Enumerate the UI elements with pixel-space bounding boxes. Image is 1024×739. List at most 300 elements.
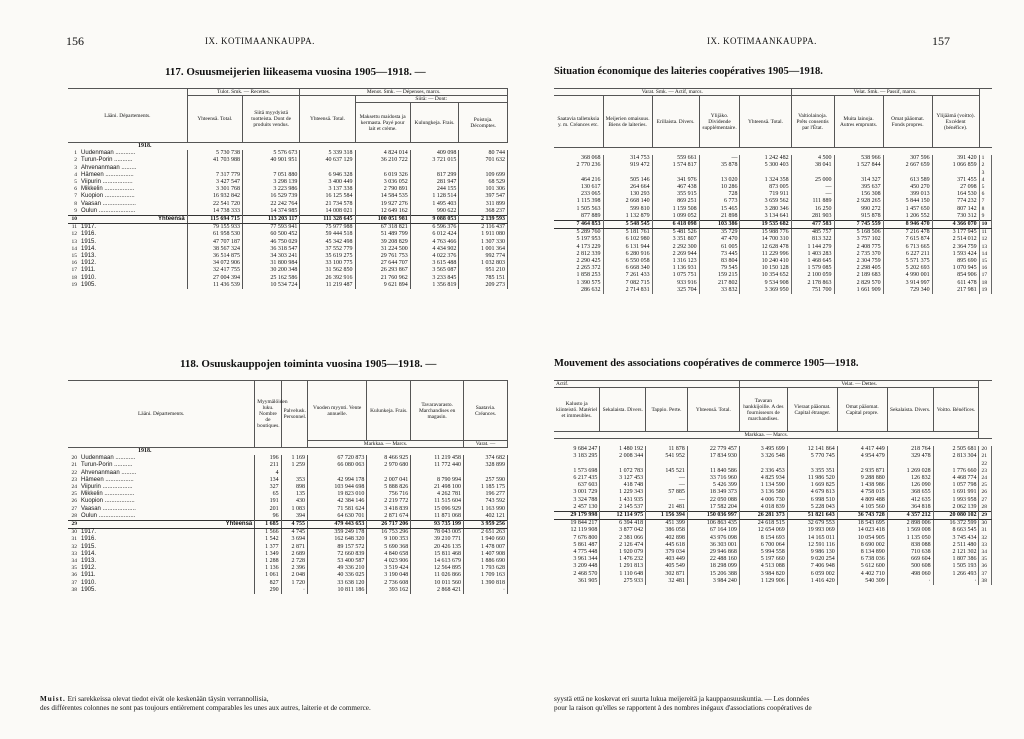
table-cell: 38 — [71, 586, 77, 593]
table-cell: 40 336 025 — [308, 572, 367, 579]
table-cell: 386 058 — [646, 527, 688, 534]
table-cell: 35 619 275 — [300, 253, 355, 260]
table-cell: 15 988 776 — [740, 229, 791, 237]
table-cell: 1 480 192 — [600, 446, 646, 453]
table-cell: 8 — [74, 200, 78, 207]
table-cell: 729 340 — [883, 287, 932, 294]
table-cell: 10 150 128 — [740, 265, 791, 272]
table-cell: 1 316 123 — [652, 258, 699, 265]
table-cell: 16 250 — [791, 206, 834, 213]
table-cell: 12 564 895 — [411, 565, 464, 572]
table-cell: 16 — [979, 265, 991, 272]
table-cell: 17 582 204 — [687, 504, 739, 512]
table-cell: 196 277 — [464, 491, 508, 498]
page-number-left: 156 — [66, 34, 84, 48]
table-cell: 35 878 — [699, 162, 740, 169]
table-cell: 211 — [255, 462, 281, 469]
table-cell: 3 223 986 — [242, 186, 299, 193]
table-cell: 1 129 906 — [739, 578, 787, 585]
table-cell: 3 177 945 — [932, 229, 979, 237]
table-cell: 1 390 818 — [464, 580, 508, 587]
table-cell: 201 — [255, 506, 281, 513]
year-row — [554, 287, 992, 294]
table-cell: 32 679 553 — [787, 520, 837, 528]
table-cell: Ahvenanmaan ......... — [79, 470, 255, 477]
table-cell: 637 603 — [554, 482, 600, 489]
table-row — [554, 198, 992, 205]
table-cell: 1 070 945 — [932, 265, 979, 272]
table-cell: 47 707 187 — [187, 239, 242, 246]
group-liabilities: Velat. Smk. — Passif, marcs. — [791, 89, 979, 96]
table-cell: 36 — [979, 563, 992, 570]
table-cell: 2 468 570 — [554, 571, 600, 578]
table-cell: 32 481 — [646, 578, 688, 585]
table-cell: 599 810 — [603, 206, 652, 213]
table-cell: 728 — [699, 191, 740, 198]
table-cell: 1 206 552 — [883, 213, 932, 221]
table-cell: 15 — [71, 253, 78, 260]
table-row — [68, 513, 508, 521]
table-cell: 64 630 701 — [308, 513, 367, 521]
table-cell: 4 990 001 — [883, 272, 932, 279]
table-row — [554, 475, 992, 482]
table-cell: 990 622 — [410, 208, 459, 216]
table-cell: 25 — [979, 482, 992, 489]
table-cell: 5 994 558 — [739, 549, 787, 556]
table-row — [68, 157, 508, 164]
col-dividend: Ylijäko. Dividende supplémentaire. — [699, 96, 740, 148]
table-cell: 8 663 545 — [933, 527, 979, 534]
table-cell — [787, 461, 837, 468]
table-cell: 26 717 206 — [367, 521, 411, 529]
table-cell: 28 — [979, 504, 992, 512]
table-cell: 1 476 232 — [600, 556, 646, 563]
table-cell: 5 571 375 — [883, 258, 932, 265]
footnote-label: Muist. — [40, 695, 66, 703]
col-receivables: Saatavia talletuksia y. m. Créances etc. — [554, 96, 603, 148]
table-cell: 1914. — [79, 246, 187, 253]
table-cell: 22 488 160 — [687, 556, 739, 563]
table-cell: 7 051 880 — [242, 172, 299, 179]
table-cell: 1917. — [79, 224, 187, 232]
table-cell: 3 418 839 — [367, 506, 411, 513]
table-cell: 1 — [74, 150, 78, 157]
table-cell: 1 136 931 — [652, 265, 699, 272]
year-row — [554, 535, 992, 542]
table-cell: 1 793 628 — [464, 565, 508, 572]
table-cell: 20 080 102 — [933, 512, 979, 520]
table-cell: 3 757 102 — [834, 236, 883, 243]
table-cell: 47 470 — [699, 236, 740, 243]
table-cell: 10 354 652 — [740, 272, 791, 279]
table-cell: 26 293 867 — [355, 267, 410, 274]
table-cell: 72 660 839 — [308, 551, 367, 558]
table-cell: Oulun ...................... — [79, 208, 187, 216]
table-cell: 355 915 — [652, 191, 699, 198]
table-cell: 145 521 — [646, 468, 688, 475]
table-cell: 743 592 — [464, 498, 508, 505]
table-row — [68, 150, 508, 157]
table-cell: 328 899 — [464, 462, 508, 469]
table-cell: 1 574 817 — [652, 162, 699, 169]
table-cell: 5 730 738 — [187, 150, 242, 157]
table-cell: 34 — [979, 549, 992, 556]
table-cell: 19 — [979, 287, 991, 294]
table-cell: 79 155 933 — [187, 224, 242, 232]
table-cell: 6 131 944 — [603, 244, 652, 251]
table-cell: 126 832 — [887, 475, 933, 482]
table-cell: 2 735 370 — [834, 251, 883, 258]
table-cell: 11 986 520 — [787, 475, 837, 482]
table-cell: 6 019 326 — [355, 172, 410, 179]
table-cell: 29 — [979, 512, 992, 520]
table-cell: 32 — [71, 543, 77, 550]
year-row — [68, 551, 508, 558]
table-cell: 20 — [71, 455, 77, 462]
table-cell: 1 920 079 — [600, 549, 646, 556]
table-cell: 3 984 820 — [739, 571, 787, 578]
col-other-loans: Muita lainoja. Autres emprunts. — [834, 96, 883, 148]
table-cell: 1 075 751 — [652, 272, 699, 279]
col-total-expenses: Yhteensä. Total. — [300, 96, 355, 143]
table-cell: 1 495 403 — [410, 201, 459, 208]
col-shops: Myymälöiden luku. Nombre de boutiques. — [255, 381, 281, 448]
year-row — [68, 260, 508, 267]
table-row — [68, 470, 508, 477]
table-cell: · — [887, 578, 933, 585]
table-cell: 49 336 210 — [308, 565, 367, 572]
table-cell: 1 144 279 — [791, 244, 834, 251]
table-cell — [834, 170, 883, 177]
table-cell: 6 418 098 — [652, 221, 699, 229]
table-cell: 5 426 399 — [687, 482, 739, 489]
table-cell: 430 — [281, 498, 307, 505]
group-of-which: Siitä: — Dont: — [355, 96, 507, 103]
table-cell: 2 790 891 — [355, 186, 410, 193]
table-cell: 412 635 — [887, 497, 933, 504]
table-cell: 2 871 674 — [367, 513, 411, 521]
table-cell: 14 584 535 — [355, 193, 410, 200]
table-cell: 42 384 146 — [308, 498, 367, 505]
year-row — [554, 244, 992, 251]
table-cell — [459, 165, 508, 172]
line-no-col — [979, 89, 991, 148]
table-cell: 9 288 880 — [837, 475, 887, 482]
table-row — [68, 172, 508, 179]
table-cell: 12 119 908 — [554, 527, 600, 534]
table-cell: 2 928 265 — [834, 198, 883, 205]
table-cell: 22 779 457 — [687, 446, 739, 453]
table-cell — [554, 170, 603, 177]
table-118-left — [68, 380, 508, 594]
running-head-right: IX. KOTIMAANKAUPPA. — [707, 36, 817, 46]
table-cell: 12 649 162 — [355, 208, 410, 216]
table-cell: 217 981 — [932, 287, 979, 294]
table-cell: 2 408 775 — [834, 244, 883, 251]
table-cell: 710 638 — [887, 549, 933, 556]
table-cell: 2 116 437 — [459, 224, 508, 232]
table-cell: 1 185 175 — [464, 484, 508, 491]
table-118-right — [554, 380, 992, 585]
table-cell: 11 878 — [646, 446, 688, 453]
table-cell: 22 — [71, 469, 77, 476]
footnote-left — [40, 695, 510, 712]
table-cell — [554, 461, 600, 468]
table-cell: 2 145 537 — [600, 504, 646, 512]
table-cell: 3 190 048 — [367, 572, 411, 579]
total-row — [68, 216, 508, 224]
table-cell — [242, 165, 299, 172]
table-cell: 1 940 660 — [464, 536, 508, 543]
col-goods-stock: Tavaravarasto. Marchandises en magasin. — [411, 381, 464, 441]
table-cell: 21 760 962 — [355, 275, 410, 282]
table-cell: 701 632 — [459, 157, 508, 164]
table-cell: 919 472 — [603, 162, 652, 169]
table-cell — [603, 170, 652, 177]
table-cell: 16 529 739 — [242, 193, 299, 200]
table-117-right — [554, 88, 992, 294]
table-cell: Hämeen ................. — [79, 477, 255, 484]
table-cell: 2 812 339 — [554, 251, 603, 258]
table-cell: 16 932 842 — [187, 193, 242, 200]
table-cell: Viipurin .................. — [79, 179, 187, 186]
table-cell: — — [791, 191, 834, 198]
table-row — [554, 482, 992, 489]
table-cell: 3 326 548 — [739, 453, 787, 460]
table-cell: 1912. — [79, 565, 255, 572]
total-row — [554, 512, 992, 520]
table-cell: Turun-Porin ........... — [79, 462, 255, 469]
group-assets: Varat. Smk. — Actif, marcs. — [554, 89, 791, 96]
table-cell: 445 618 — [646, 542, 688, 549]
table-cell: 467 438 — [652, 184, 699, 191]
table-cell: 393 162 — [367, 587, 411, 594]
table-cell: 613 589 — [883, 177, 932, 184]
table-cell: 7 406 948 — [787, 563, 837, 570]
spacer — [554, 439, 992, 447]
table-cell: 2 139 593 — [459, 216, 508, 224]
table-cell: 281 947 — [410, 179, 459, 186]
table-cell: 1 390 575 — [554, 280, 603, 287]
table-cell: 5 197 953 — [554, 236, 603, 243]
table-cell: 19 823 010 — [308, 491, 367, 498]
table-cell: 2 871 — [281, 544, 307, 551]
col-products-sold: Siitä myydyistä tuotteista. Dont de produits vendus. — [242, 96, 299, 143]
col-dairy-assets: Meijerien omaisuus. Biens de laiteries. — [603, 96, 652, 148]
table-cell: 8 690 002 — [837, 542, 887, 549]
table-row — [68, 477, 508, 484]
table-cell: 20 — [979, 446, 992, 453]
table-row — [554, 461, 992, 468]
year-row — [68, 224, 508, 232]
table-cell: 17 — [979, 272, 991, 279]
table-cell: 15 465 — [699, 206, 740, 213]
table-cell: 31 — [979, 527, 992, 534]
table-cell: 368 655 — [887, 489, 933, 496]
table-cell: Mikkelin .................. — [79, 186, 187, 193]
table-row — [554, 497, 992, 504]
col-total-receipts: Yhteensä. Total. — [187, 96, 242, 143]
col-receivables: Saatavia. Créances. — [464, 381, 508, 441]
table-cell: 89 157 572 — [308, 544, 367, 551]
table-cell: 756 716 — [367, 491, 411, 498]
table-cell: 8 154 693 — [739, 535, 787, 542]
table-cell: 898 — [281, 484, 307, 491]
table-cell: — — [646, 497, 688, 504]
table-cell: 1 136 — [255, 565, 281, 572]
col-surplus: Ylijäämä (voitto). Excédent (bénéfice). — [932, 96, 979, 148]
table-cell: 4 679 813 — [787, 489, 837, 496]
table-cell: 36 743 728 — [837, 512, 887, 520]
table-cell: 51 489 799 — [355, 231, 410, 238]
table-cell: Kuopion .................. — [79, 498, 255, 505]
col-suppliers: Tavaran hankkijoille. A des fournisseurs de marchandises. — [739, 388, 787, 432]
year-row — [554, 280, 992, 287]
table-cell — [308, 470, 367, 477]
table-row — [554, 170, 992, 177]
table-cell: 11 — [979, 229, 991, 237]
spacer — [554, 148, 992, 156]
table-cell: 12 — [979, 236, 991, 243]
group-markkaa: Markkaa. — Marcs. — [308, 441, 464, 448]
table-cell: 1910. — [79, 275, 187, 282]
table-cell: 540 309 — [837, 578, 887, 585]
table-cell: 75 977 988 — [300, 224, 355, 232]
table-cell: 1905. — [79, 282, 187, 289]
table-cell: 669 604 — [887, 556, 933, 563]
table-cell: 418 748 — [600, 482, 646, 489]
table-cell: 3 369 950 — [740, 287, 791, 294]
table-cell: 402 121 — [464, 513, 508, 521]
table-cell: 371 455 — [932, 177, 979, 184]
col-foreign-capital: Vieraat pääomat. Capital étranger. — [787, 388, 837, 432]
table-cell: 1 349 — [255, 551, 281, 558]
table-cell: 1 242 482 — [740, 155, 791, 162]
table-cell: 79 545 — [699, 265, 740, 272]
table-cell: 83 804 — [699, 258, 740, 265]
footnote-right — [554, 695, 1024, 712]
table-cell: 1 720 — [281, 580, 307, 587]
table-cell: 27 — [979, 497, 992, 504]
table-cell: Mikkelin .................. — [79, 491, 255, 498]
table-cell: 290 — [255, 587, 281, 594]
group-markkaa: Markkaa. — Marcs. — [554, 432, 979, 439]
table-cell: 1 579 085 — [791, 265, 834, 272]
table-cell: 21 498 100 — [411, 484, 464, 491]
table-cell: 3 914 997 — [883, 280, 932, 287]
table-cell: 9 088 053 — [410, 216, 459, 224]
table-cell: 8 134 890 — [837, 549, 887, 556]
table-cell: 341 976 — [652, 177, 699, 184]
table-cell: 451 399 — [646, 520, 688, 528]
table-cell — [932, 170, 979, 177]
table-cell: 405 549 — [646, 563, 688, 570]
table-cell: 915 878 — [834, 213, 883, 221]
table-cell: 6 773 — [699, 198, 740, 205]
table-cell: 364 818 — [887, 504, 933, 512]
table-cell: 1 478 007 — [464, 544, 508, 551]
table-cell: 8 946 470 — [883, 221, 932, 229]
table-cell: 53 400 587 — [308, 558, 367, 565]
table-cell: 854 906 — [932, 272, 979, 279]
table-cell: 2 935 871 — [837, 468, 887, 475]
group-varat: Varat. — — [464, 441, 508, 448]
table-cell: 992 774 — [459, 253, 508, 260]
table-cell: 9 986 130 — [787, 549, 837, 556]
table-row — [554, 191, 992, 198]
table-cell: 25 000 — [791, 177, 834, 184]
table-cell: 111 328 645 — [300, 216, 355, 224]
col-separate: Sekalaista. Divers. — [600, 388, 646, 432]
table-cell: 1 569 008 — [887, 527, 933, 534]
table-cell — [600, 461, 646, 468]
table-cell: 3 745 434 — [933, 535, 979, 542]
table-cell: 3 136 580 — [739, 489, 787, 496]
table-cell: 30 — [979, 520, 992, 528]
table-cell: 314 753 — [603, 155, 652, 162]
table-row — [554, 155, 992, 162]
table-cell: 2 219 772 — [367, 498, 411, 505]
table-cell: 264 664 — [603, 184, 652, 191]
table-cell: 7 464 853 — [554, 221, 603, 229]
table-cell: 1 057 798 — [933, 482, 979, 489]
year-row — [68, 587, 508, 594]
total-row — [68, 521, 508, 529]
table-cell: 3 001 729 — [554, 489, 600, 496]
table-cell: 21 — [979, 453, 992, 460]
table-cell: 379 034 — [646, 549, 688, 556]
table-cell: 209 273 — [459, 282, 508, 289]
table-cell: 1 566 — [255, 529, 281, 537]
table-row — [554, 446, 992, 453]
table-cell: 14 — [71, 245, 78, 252]
table-cell: 135 — [281, 491, 307, 498]
table-cell: 22 541 720 — [187, 201, 242, 208]
year-row — [68, 565, 508, 572]
table-cell: 11 229 996 — [740, 251, 791, 258]
table-cell: 2 364 759 — [932, 244, 979, 251]
table-cell: 395 637 — [834, 184, 883, 191]
year-row — [554, 578, 992, 585]
table-cell: 7 — [74, 193, 78, 200]
table-cell: 26 281 373 — [739, 512, 787, 520]
table-cell: 2 651 263 — [464, 529, 508, 537]
table-cell: 4 105 560 — [837, 504, 887, 512]
table-cell: 559 661 — [652, 155, 699, 162]
table-cell: 327 — [255, 484, 281, 491]
table-cell: 6 012 424 — [410, 231, 459, 238]
group-passif: Velat. — Dettes. — [739, 381, 979, 388]
table-cell: 1 858 253 — [554, 272, 603, 279]
table-row — [68, 455, 508, 462]
table-cell: 22 — [979, 461, 992, 468]
table-cell: 31 800 984 — [242, 260, 299, 267]
table-cell: 196 — [255, 455, 281, 462]
table-cell: 150 036 997 — [687, 512, 739, 520]
table-cell: — — [646, 475, 688, 482]
table-cell: 1 128 514 — [410, 193, 459, 200]
table-cell: Uudenmaan ............ — [79, 150, 187, 157]
table-cell: 18 — [979, 280, 991, 287]
table-cell: 5 168 506 — [834, 229, 883, 237]
table-cell: 2 290 425 — [554, 258, 603, 265]
table-cell: 4 023 906 — [367, 558, 411, 565]
table-cell: 4 824 014 — [355, 150, 410, 157]
table-cell: 2 728 — [281, 558, 307, 565]
col-state-loans: Valtiolainoja. Prêts consentis par l'État. — [791, 96, 834, 148]
table-cell: 6 713 665 — [883, 244, 932, 251]
table-cell: 4 825 934 — [739, 475, 787, 482]
